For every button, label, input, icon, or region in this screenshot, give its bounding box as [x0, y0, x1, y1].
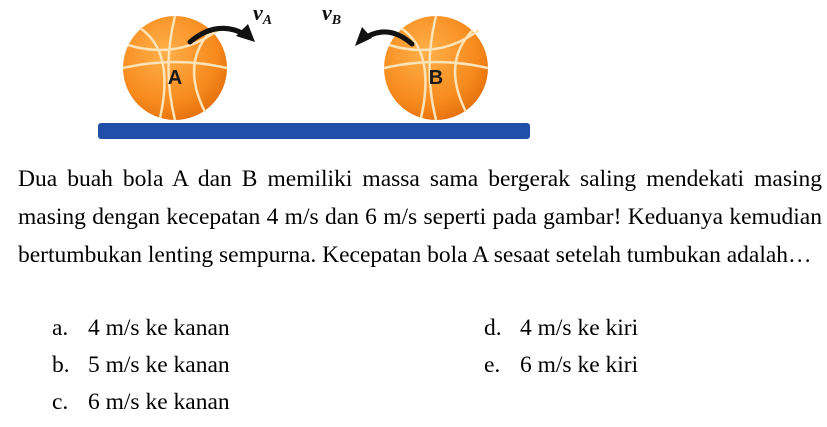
option-b-text: 5 m/s ke kanan	[88, 352, 230, 378]
option-a-text: 4 m/s ke kanan	[88, 315, 230, 341]
velocity-b-label: vB	[322, 0, 342, 28]
option-d	[484, 313, 638, 343]
option-d-text: 4 m/s ke kiri	[520, 315, 639, 341]
question-text: Dua buah bola A dan B memiliki massa sama bergerak saling mendekati masing masing dengan kecepatan 4 m/s dan 6 m/s seperti pada gambar! Keduanya kemudian bertumbukan lenting sempurna. Kecepatan bola A sesaat setelah tumbukan adalah…	[18, 166, 822, 268]
option-e-text: 6 m/s ke kiri	[520, 352, 639, 378]
floor-surface	[98, 123, 530, 139]
option-e-letter: e.	[484, 352, 501, 378]
option-c	[52, 387, 230, 417]
ball-b	[384, 16, 488, 120]
ball-b-label: B	[428, 67, 444, 89]
option-a	[52, 313, 230, 343]
collision-figure	[0, 0, 827, 150]
option-a-letter: a.	[52, 315, 69, 341]
option-e	[484, 350, 638, 380]
ball-a-label: A	[167, 67, 183, 89]
velocity-a-label: vA	[253, 0, 273, 28]
option-d-letter: d.	[484, 315, 502, 341]
option-b	[52, 350, 230, 380]
option-c-letter: c.	[52, 389, 69, 415]
option-c-text: 6 m/s ke kanan	[88, 389, 230, 415]
option-b-letter: b.	[52, 352, 70, 378]
